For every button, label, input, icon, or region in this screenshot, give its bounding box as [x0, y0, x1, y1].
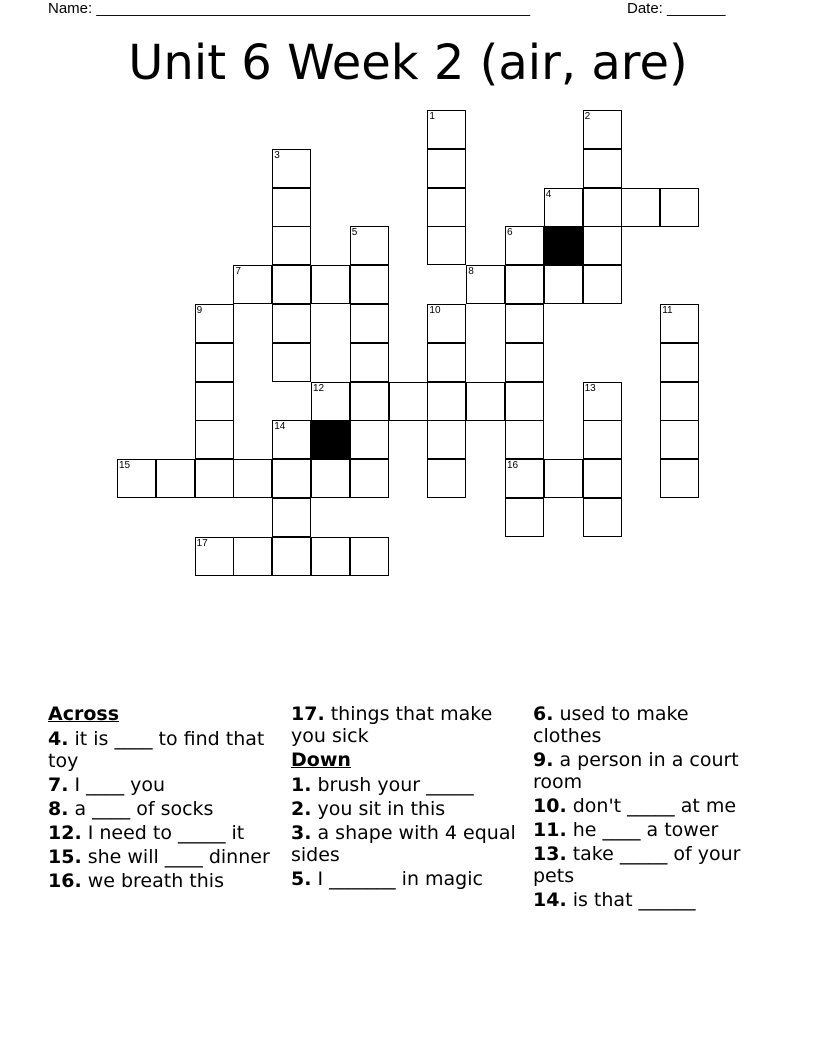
down-clues-continued	[533, 703, 758, 911]
clue-text: he ____ a tower	[566, 819, 719, 841]
grid-cell[interactable]	[427, 149, 466, 188]
black-square	[311, 420, 350, 459]
grid-cell[interactable]	[350, 343, 389, 382]
grid-cell[interactable]	[311, 459, 350, 498]
clue-number: 1	[429, 111, 435, 122]
clue-number: 10.	[533, 795, 567, 817]
clue-text: brush your _____	[311, 774, 474, 796]
down-heading: Down	[291, 749, 351, 771]
grid-cell[interactable]	[350, 459, 389, 498]
clue-item	[48, 822, 273, 844]
grid-cell[interactable]	[621, 188, 660, 227]
page-title: Unit 6 Week 2 (air, are)	[128, 35, 688, 91]
clue-text: a shape with 4 equal sides	[291, 822, 516, 866]
grid-cell[interactable]	[350, 226, 389, 265]
clue-number: 5.	[291, 868, 312, 890]
grid-cell[interactable]	[583, 149, 622, 188]
grid-cell[interactable]	[272, 343, 311, 382]
grid-cell[interactable]	[117, 459, 156, 498]
clue-number: 11.	[533, 819, 567, 841]
clue-number: 16	[507, 460, 519, 472]
clue-item	[533, 703, 758, 747]
grid-cell[interactable]	[156, 459, 195, 498]
clue-text: I ____ you	[68, 774, 166, 796]
name-field[interactable]: Name: ____________________________________________________	[48, 0, 531, 17]
clue-number: 7	[235, 266, 241, 278]
clue-number: 17	[196, 537, 208, 549]
clue-number: 13.	[533, 843, 567, 865]
clue-text: we breath this	[81, 870, 224, 892]
grid-cell[interactable]	[195, 459, 234, 498]
clue-item	[291, 774, 516, 796]
clue-text: a ____ of socks	[68, 798, 214, 820]
grid-cell[interactable]	[427, 110, 466, 149]
clue-text: I need to _____ it	[81, 822, 245, 844]
clue-number: 15	[119, 460, 131, 472]
clue-number: 17.	[291, 703, 325, 725]
clue-item	[533, 843, 758, 887]
clue-column-1	[48, 703, 273, 894]
grid-cell[interactable]	[272, 498, 311, 537]
grid-cell[interactable]	[272, 149, 311, 188]
clue-text: take _____ of your pets	[533, 843, 741, 887]
grid-cell[interactable]	[660, 420, 699, 459]
grid-cell[interactable]	[272, 265, 311, 304]
date-field[interactable]: Date: _______	[627, 0, 726, 17]
clue-column-3	[533, 703, 758, 913]
clue-number: 11	[662, 305, 673, 316]
grid-cell[interactable]	[544, 265, 583, 304]
grid-cell[interactable]	[583, 188, 622, 227]
grid-cell[interactable]	[272, 188, 311, 227]
grid-cell[interactable]	[195, 343, 234, 382]
clue-item	[48, 846, 273, 868]
grid-cell[interactable]	[505, 459, 544, 498]
grid-cell[interactable]	[660, 343, 699, 382]
grid-cell[interactable]	[660, 459, 699, 498]
grid-cell[interactable]	[195, 382, 234, 421]
clue-number: 2	[584, 111, 591, 122]
grid-cell[interactable]	[350, 265, 389, 304]
clue-number: 6.	[533, 703, 554, 725]
grid-cell[interactable]	[233, 537, 272, 576]
clue-number: 9.	[533, 749, 554, 771]
clue-text: used to make clothes	[533, 703, 689, 747]
clue-number: 14	[274, 421, 286, 433]
clue-number: 14.	[533, 889, 567, 911]
grid-cell[interactable]	[427, 304, 466, 343]
grid-cell[interactable]	[233, 265, 272, 304]
grid-cell[interactable]	[583, 226, 622, 265]
clue-text: things that make you sick	[291, 703, 493, 747]
black-square	[544, 226, 583, 265]
grid-cell[interactable]	[427, 459, 466, 498]
clue-number: 1.	[291, 774, 312, 796]
clue-item	[48, 870, 273, 892]
clue-item	[291, 868, 516, 890]
grid-cell[interactable]	[583, 459, 622, 498]
grid-cell[interactable]	[505, 420, 544, 459]
grid-cell[interactable]	[505, 226, 544, 265]
grid-cell[interactable]	[272, 304, 311, 343]
clue-number: 13	[584, 382, 596, 394]
clue-number: 6	[507, 227, 513, 239]
clue-number: 5	[351, 227, 358, 239]
clue-item	[533, 749, 758, 793]
clue-text: I _______ in magic	[311, 868, 483, 890]
grid-cell[interactable]	[427, 343, 466, 382]
clue-column-2	[291, 703, 516, 892]
clue-item	[533, 819, 758, 841]
clue-number: 3	[274, 149, 280, 161]
grid-cell[interactable]	[583, 382, 622, 421]
clue-text: is that ______	[566, 889, 696, 911]
grid-cell[interactable]	[583, 420, 622, 459]
clue-item	[291, 703, 516, 747]
grid-cell[interactable]	[583, 498, 622, 537]
grid-cell[interactable]	[505, 498, 544, 537]
grid-cell[interactable]	[660, 382, 699, 421]
grid-cell[interactable]	[505, 343, 544, 382]
clue-item	[291, 822, 516, 866]
clue-text: you sit in this	[311, 798, 446, 820]
grid-cell[interactable]	[233, 459, 272, 498]
grid-cell[interactable]	[311, 537, 350, 576]
grid-cell[interactable]	[350, 420, 389, 459]
clue-item	[48, 728, 273, 772]
clue-number: 12	[313, 382, 325, 394]
clue-number: 3.	[291, 822, 312, 844]
grid-cell[interactable]	[389, 382, 428, 421]
grid-cell[interactable]	[505, 382, 544, 421]
clue-item	[533, 889, 758, 911]
grid-cell[interactable]	[195, 304, 234, 343]
grid-cell[interactable]	[660, 188, 699, 227]
clue-text: it is ____ to find that toy	[48, 728, 265, 772]
grid-cell[interactable]	[350, 382, 389, 421]
clue-number: 2.	[291, 798, 312, 820]
grid-cell[interactable]	[272, 226, 311, 265]
clue-text: she will ____ dinner	[81, 846, 270, 868]
grid-cell[interactable]	[583, 265, 622, 304]
clue-number: 10	[429, 305, 441, 316]
clue-number: 15.	[48, 846, 82, 868]
clue-number: 8	[468, 266, 474, 278]
clue-number: 4.	[48, 728, 69, 750]
clue-item	[48, 798, 273, 820]
grid-cell[interactable]	[350, 537, 389, 576]
grid-cell[interactable]	[466, 265, 505, 304]
clue-number: 16.	[48, 870, 82, 892]
grid-cell[interactable]	[350, 304, 389, 343]
grid-cell[interactable]	[427, 382, 466, 421]
grid-cell[interactable]	[195, 420, 234, 459]
grid-cell[interactable]	[311, 265, 350, 304]
clue-number: 9	[196, 305, 203, 316]
grid-cell[interactable]	[311, 382, 350, 421]
clue-number: 8.	[48, 798, 69, 820]
clue-number: 12.	[48, 822, 82, 844]
grid-cell[interactable]	[544, 459, 583, 498]
clue-item	[48, 774, 273, 796]
clue-item	[291, 798, 516, 820]
grid-cell[interactable]	[505, 304, 544, 343]
clue-number: 4	[545, 188, 552, 200]
grid-cell[interactable]	[272, 537, 311, 576]
down-clues	[291, 774, 516, 890]
grid-cell[interactable]	[427, 420, 466, 459]
across-clues	[48, 728, 273, 892]
grid-cell[interactable]	[544, 188, 583, 227]
grid-cell[interactable]	[583, 110, 622, 149]
grid-cell[interactable]	[427, 188, 466, 227]
grid-cell[interactable]	[272, 420, 311, 459]
across-heading: Across	[48, 703, 120, 725]
clue-text: a person in a court room	[533, 749, 739, 793]
clue-item	[533, 795, 758, 817]
across-clues-continued	[291, 703, 516, 747]
grid-cell[interactable]	[427, 226, 466, 265]
grid-cell[interactable]	[660, 304, 699, 343]
grid-cell[interactable]	[195, 537, 234, 576]
grid-cell[interactable]	[505, 265, 544, 304]
clue-text: don't _____ at me	[566, 795, 737, 817]
clue-number: 7.	[48, 774, 69, 796]
grid-cell[interactable]	[272, 459, 311, 498]
grid-cell[interactable]	[466, 382, 505, 421]
